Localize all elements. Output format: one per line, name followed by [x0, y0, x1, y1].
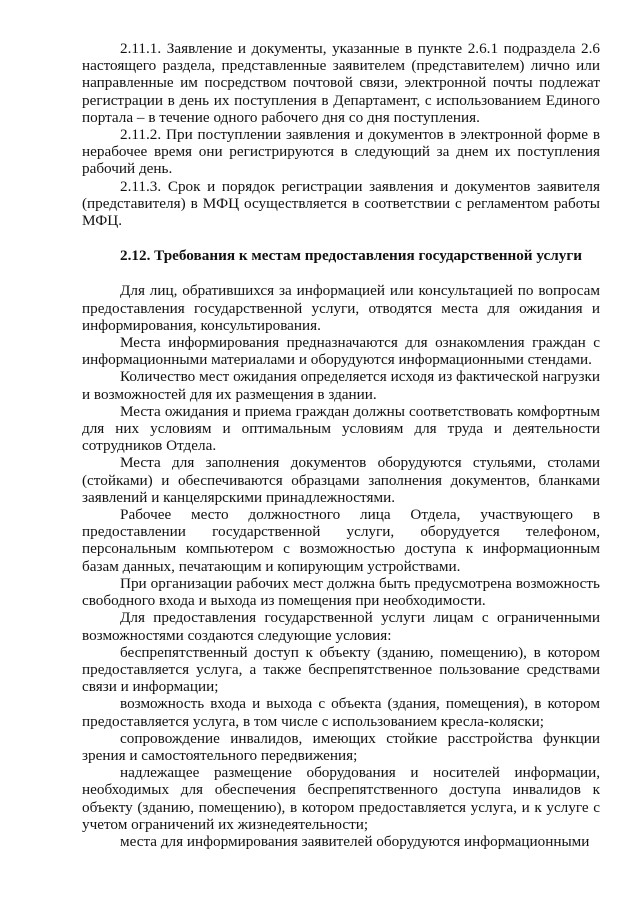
list-item: сопровождение инвалидов, имеющих стойкие расстройства функции зрения и самостоятельного передвижения; — [82, 729, 600, 764]
paragraph-2-11-1: 2.11.1. Заявление и документы, указанные в пункте 2.6.1 подраздела 2.6 настоящего раздела, представленные заявителем (представителем) лично или направленные им посредством почтовой связи, электронной почты подлежат регистрации в день их поступления в Департамент, с использованием Единого портала – в течение одного рабочего дня со дня поступления. — [82, 40, 600, 126]
paragraph-info-stands: Места информирования предназначаются для ознакомления граждан с информационными материалами и оборудуются информационными стендами. — [82, 334, 600, 369]
list-item: места для информирования заявителей оборудуются информационными — [120, 832, 590, 850]
paragraph-filling-places: Места для заполнения документов оборудуются стульями, столами (стойками) и обеспечиваются образцами заполнения документов, бланками заявлений и канцелярскими принадлежностями. — [82, 454, 600, 506]
paragraph-comfort: Места ожидания и приема граждан должны соответствовать комфортным для них условиям и оптимальным условиям для труда и деятельности сотрудников Отдела. — [82, 402, 600, 455]
paragraph-2-11-3: 2.11.3. Срок и порядок регистрации заявления и документов заявителя (представителя) в МФЦ осуществляется в соответствии с регламентом работы МФЦ. — [82, 177, 600, 230]
list-item: возможность входа и выхода с объекта (здания, помещения), в котором предоставляется услуга, в том числе с использованием кресла-коляски; — [82, 695, 600, 730]
paragraph-2-11-2: 2.11.2. При поступлении заявления и документов в электронной форме в нерабочее время они регистрируются в следующий за днем их поступления рабочий день. — [82, 126, 600, 178]
document-page — [82, 40, 600, 850]
list-item: надлежащее размещение оборудования и носителей информации, необходимых для обеспечения беспрепятственного доступа инвалидов к объекту (зданию, помещению), в котором предоставляется услуга, и к услуге с учетом ограничений их жизнедеятельности; — [82, 764, 600, 833]
paragraph-workplace: Рабочее место должностного лица Отдела, участвующего в предоставлении государственной услуги, оборудуется телефоном, персональным компьютером с возможностью доступа к информационным базам данных, печатающим и копирующим устройствами. — [82, 506, 600, 575]
paragraph-accessibility-intro: Для предоставления государственной услуги лицам с ограниченными возможностями создаются следующие условия: — [82, 609, 600, 644]
paragraph-free-exit: При организации рабочих мест должна быть предусмотрена возможность свободного входа и выхода из помещения при необходимости. — [82, 574, 600, 610]
section-heading: 2.12. Требования к местам предоставления государственной услуги — [120, 247, 582, 265]
paragraph-waiting-count: Количество мест ожидания определяется исходя из фактической нагрузки и возможностей для их размещения в здании. — [82, 368, 600, 403]
list-item: беспрепятственный доступ к объекту (зданию, помещению), в котором предоставляется услуга, а также беспрепятственное пользование средствами связи и информации; — [82, 643, 600, 696]
paragraph-info-places: Для лиц, обратившихся за информацией или консультацией по вопросам предоставления государственной услуги, отводятся места для ожидания и информирования, консультирования. — [82, 282, 600, 334]
